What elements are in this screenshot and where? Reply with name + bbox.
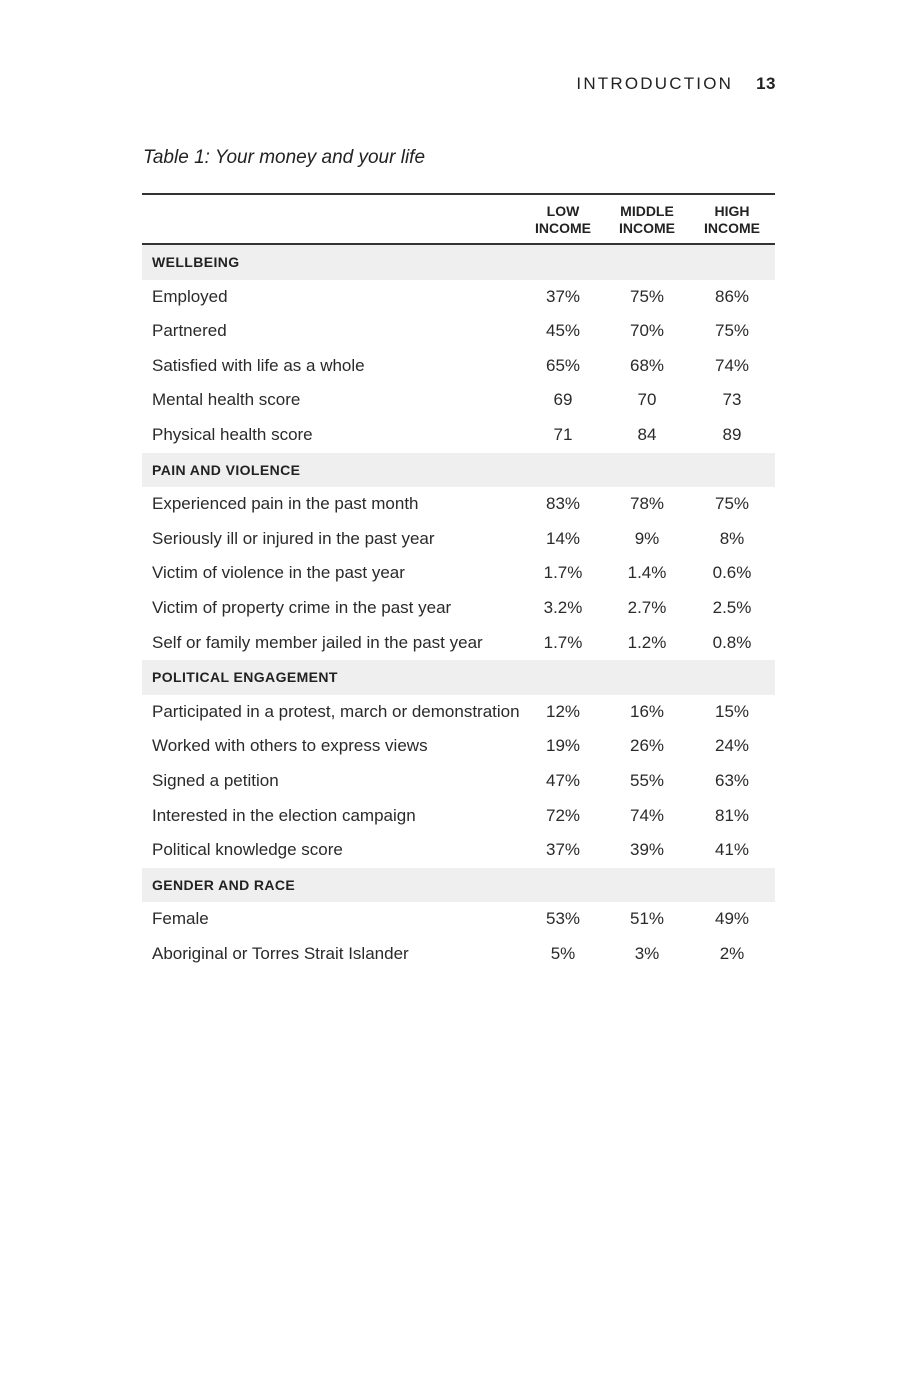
row-label: Seriously ill or injured in the past year xyxy=(152,528,435,548)
section-label: GENDER AND RACE xyxy=(152,876,296,893)
cell-middle-income: 78% xyxy=(629,494,665,514)
column-header-line: LOW xyxy=(546,203,580,219)
section-row-pain-and-violence xyxy=(142,453,775,488)
column-header-middle-income xyxy=(605,203,689,237)
table-row xyxy=(142,383,775,418)
cell-high-income: 2% xyxy=(719,943,745,963)
cell-high-income: 73 xyxy=(722,390,742,410)
cell-middle-income: 55% xyxy=(629,770,665,790)
cell-low-income: 69 xyxy=(553,390,573,410)
row-label: Worked with others to express views xyxy=(152,736,428,756)
table-row xyxy=(142,314,775,349)
cell-low-income: 5% xyxy=(550,943,576,963)
column-header-line: INCOME xyxy=(704,220,760,236)
cell-middle-income: 70 xyxy=(637,390,657,410)
section-label: PAIN AND VIOLENCE xyxy=(152,461,301,478)
table-row xyxy=(142,626,775,661)
table-row xyxy=(142,280,775,315)
cell-low-income: 1.7% xyxy=(543,632,583,652)
row-label: Partnered xyxy=(152,321,227,341)
cell-low-income: 19% xyxy=(545,736,581,756)
cell-high-income: 89 xyxy=(722,424,742,444)
cell-low-income: 47% xyxy=(545,770,581,790)
cell-high-income: 81% xyxy=(714,805,750,825)
row-label: Female xyxy=(152,909,209,929)
row-label: Signed a petition xyxy=(152,770,279,790)
table-row xyxy=(142,902,775,937)
row-label: Satisfied with life as a whole xyxy=(152,355,365,375)
cell-middle-income: 16% xyxy=(629,701,665,721)
cell-middle-income: 1.4% xyxy=(627,563,667,583)
page-number: 13 xyxy=(756,74,776,93)
table-row xyxy=(142,799,775,834)
row-label: Self or family member jailed in the past year xyxy=(152,632,483,652)
cell-middle-income: 68% xyxy=(629,355,665,375)
row-label: Political knowledge score xyxy=(152,840,343,860)
row-label: Victim of property crime in the past year xyxy=(152,597,452,617)
cell-high-income: 75% xyxy=(714,321,750,341)
cell-middle-income: 9% xyxy=(634,528,660,548)
table-row xyxy=(142,729,775,764)
column-header-high-income xyxy=(690,203,774,237)
cell-low-income: 72% xyxy=(545,805,581,825)
table-row xyxy=(142,833,775,868)
section-row-political-engagement xyxy=(142,660,775,695)
cell-middle-income: 2.7% xyxy=(627,597,667,617)
column-header-line: INCOME xyxy=(619,220,675,236)
cell-low-income: 37% xyxy=(545,286,581,306)
row-label: Experienced pain in the past month xyxy=(152,494,419,514)
section-label: WELLBEING xyxy=(152,254,240,270)
row-label: Physical health score xyxy=(152,424,313,444)
section-row-gender-and-race xyxy=(142,868,775,903)
cell-high-income: 0.8% xyxy=(712,632,752,652)
row-label: Employed xyxy=(152,286,228,306)
cell-high-income: 41% xyxy=(714,840,750,860)
cell-low-income: 65% xyxy=(545,355,581,375)
cell-middle-income: 3% xyxy=(634,943,660,963)
cell-high-income: 0.6% xyxy=(712,563,752,583)
column-header-line: INCOME xyxy=(535,220,591,236)
table-row xyxy=(142,418,775,453)
table-row xyxy=(142,695,775,730)
table-row xyxy=(142,556,775,591)
column-header-line: HIGH xyxy=(714,203,750,219)
cell-high-income: 24% xyxy=(714,736,750,756)
column-header-line: MIDDLE xyxy=(620,203,674,219)
table-row xyxy=(142,487,775,522)
running-head xyxy=(576,74,776,94)
cell-middle-income: 74% xyxy=(629,805,665,825)
column-header-low-income xyxy=(521,203,605,237)
cell-middle-income: 70% xyxy=(629,321,665,341)
running-head-section: INTRODUCTION xyxy=(576,74,734,93)
cell-high-income: 8% xyxy=(719,528,745,548)
cell-low-income: 53% xyxy=(545,909,581,929)
cell-low-income: 45% xyxy=(545,321,581,341)
cell-middle-income: 1.2% xyxy=(627,632,667,652)
cell-low-income: 37% xyxy=(545,840,581,860)
cell-high-income: 2.5% xyxy=(712,597,752,617)
table-header xyxy=(142,193,775,245)
cell-high-income: 75% xyxy=(714,494,750,514)
row-label: Mental health score xyxy=(152,390,301,410)
cell-high-income: 86% xyxy=(714,286,750,306)
row-label: Interested in the election campaign xyxy=(152,805,416,825)
row-label: Victim of violence in the past year xyxy=(152,563,405,583)
table-row xyxy=(142,591,775,626)
cell-low-income: 83% xyxy=(545,494,581,514)
table-row xyxy=(142,937,775,972)
section-row-wellbeing xyxy=(142,245,775,280)
section-label: POLITICAL ENGAGEMENT xyxy=(152,669,338,686)
cell-high-income: 15% xyxy=(714,701,750,721)
cell-low-income: 14% xyxy=(545,528,581,548)
cell-low-income: 71 xyxy=(553,424,573,444)
cell-high-income: 63% xyxy=(714,770,750,790)
cell-high-income: 74% xyxy=(714,355,750,375)
table-row xyxy=(142,764,775,799)
cell-middle-income: 26% xyxy=(629,736,665,756)
cell-middle-income: 51% xyxy=(629,909,665,929)
cell-low-income: 3.2% xyxy=(543,597,583,617)
cell-middle-income: 75% xyxy=(629,286,665,306)
cell-low-income: 12% xyxy=(545,701,581,721)
cell-high-income: 49% xyxy=(714,909,750,929)
table-row xyxy=(142,349,775,384)
table-row xyxy=(142,522,775,557)
row-label: Participated in a protest, march or demonstration xyxy=(152,701,520,721)
cell-low-income: 1.7% xyxy=(543,563,583,583)
cell-middle-income: 84 xyxy=(637,424,657,444)
data-table xyxy=(142,193,775,971)
row-label: Aboriginal or Torres Strait Islander xyxy=(152,943,409,963)
cell-middle-income: 39% xyxy=(629,840,665,860)
table-title: Table 1: Your money and your life xyxy=(143,147,426,168)
